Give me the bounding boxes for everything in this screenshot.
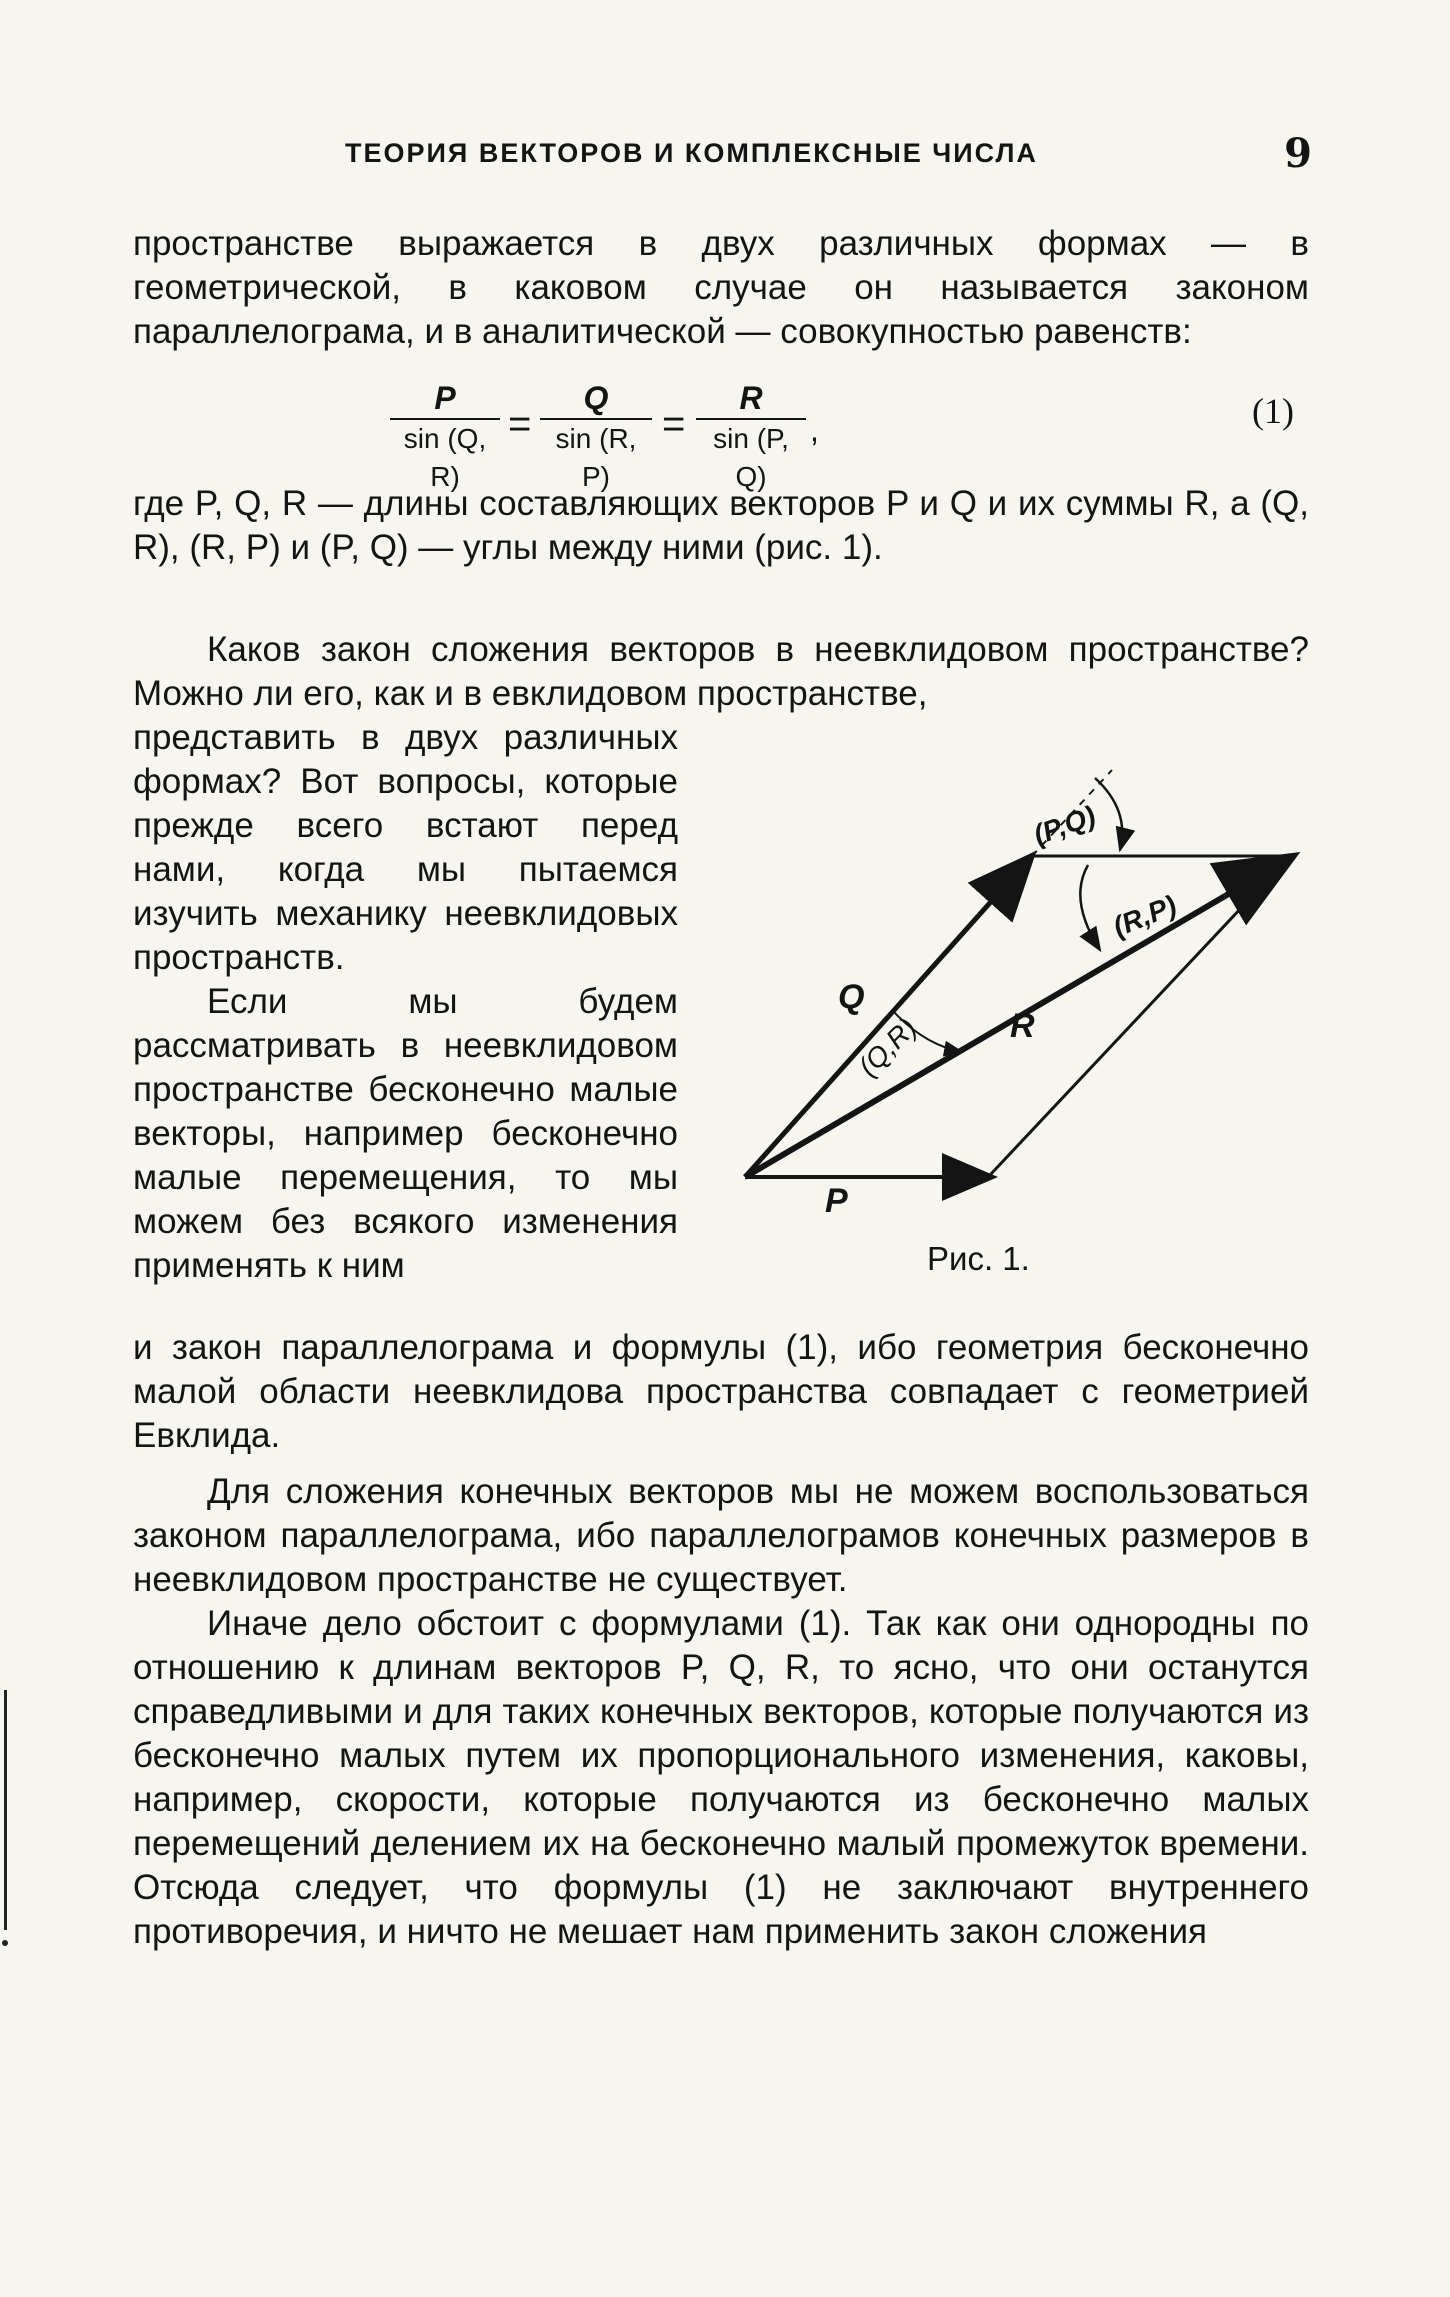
paragraph-definitions: где P, Q, R — длины составляющих векторов P и Q и их суммы R, а (Q, R), (R, P) и (P, Q) — углы между ними (рис. 1). (133, 484, 1309, 567)
label-angle-pq: (P,Q) (1029, 799, 1100, 851)
paragraph-question: Каков закон сложения векторов в неевклидовом пространстве? Можно ли его, как и в евклидовом пространстве, (133, 630, 1309, 713)
label-q: Q (838, 978, 865, 1016)
paragraph-formulas: Иначе дело обстоит с формулами (1). Так как они однородны по отношению к длинам векторов P, Q, R, то ясно, что они останутся справедливыми и для таких конечных векторов, которые получаются из бесконечно малых путем их пропорционального изменения, каковы, например, скорости, которые получаются из бесконечно малых перемещений делением их на бесконечно малый промежуток времени. Отсюда следует, что формулы (1) не заключают внутреннего противоречия, и ничто не мешает нам применить закон сложения (133, 1604, 1309, 1951)
formula-1 (390, 378, 1310, 492)
fraction-r-denominator: sin (P, Q) (713, 423, 789, 492)
formula-comma: , (810, 412, 819, 448)
equals-sign-1: = (508, 402, 532, 446)
fraction-q-numerator: Q (583, 380, 609, 416)
paragraph-two-forms: представить в двух различных формах? Вот вопросы, которые прежде всего встают перед нами, когда мы пытаемся изучить механику неевклидовых пространств. (133, 718, 678, 977)
label-angle-qr: (Q,R) (852, 1011, 923, 1083)
page-number: 9 (1284, 130, 1312, 177)
paragraph-intro: пространстве выражается в двух различных формах — в геометрической, в каковом случае он называется законом параллелограма, и в аналитической — совокупностью равенств: (133, 224, 1309, 351)
left-column-text (133, 716, 678, 1288)
fraction-r-numerator: R (739, 380, 763, 416)
equals-sign-2: = (662, 402, 686, 446)
label-angle-rp: (R,P) (1108, 889, 1181, 943)
fraction-p (390, 378, 500, 496)
fraction-p-numerator: P (434, 380, 456, 416)
label-r: R (1010, 1007, 1035, 1045)
fraction-q (540, 378, 652, 496)
figure-caption: Рис. 1. (927, 1240, 1030, 1277)
vector-q-arrow (745, 858, 1030, 1177)
angle-arc-rp (1080, 865, 1100, 950)
fraction-p-denominator: sin (Q, R) (403, 423, 487, 492)
margin-scan-line (4, 1690, 7, 1930)
fraction-q-denominator: sin (R, P) (555, 423, 637, 492)
angle-arc-pq (1095, 778, 1122, 850)
paragraph-finite-vectors: Для сложения конечных векторов мы не можем воспользоваться законом параллелограма, ибо параллелограмов конечных размеров в неевклидовом пространстве не существует. (133, 1472, 1309, 1599)
margin-scan-dot (2, 1940, 8, 1946)
fraction-r (696, 378, 806, 496)
page-header (130, 130, 1330, 178)
paragraph-continuation: и закон параллелограма и формулы (1), ибо геометрия бесконечно малой области неевклидова пространства совпадает с геометрией Евклида. (133, 1328, 1309, 1455)
label-p: P (825, 1182, 848, 1220)
paragraph-infinitesimal: Если мы будем рассматривать в неевклидовом пространстве бесконечно малые векторы, например бесконечно малые перемещения, то мы можем без всякого изменения применять к ним (133, 982, 678, 1285)
running-title: ТЕОРИЯ ВЕКТОРОВ И КОМПЛЕКСНЫЕ ЧИСЛА (345, 138, 1038, 168)
equation-number: (1) (1252, 391, 1294, 431)
figure-vector-parallelogram (700, 700, 1320, 1300)
